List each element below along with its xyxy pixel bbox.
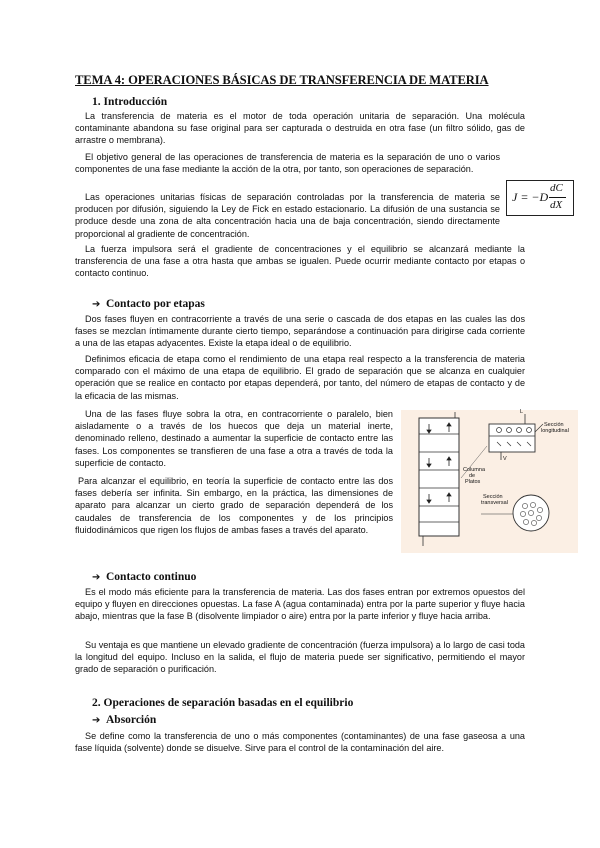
section-heading-equilibrio: 2. Operaciones de separación basadas en el equilibrio: [92, 697, 354, 709]
paragraph-etapas-4: Para alcanzar el equilibrio, en teoría la superficie de contacto entre las dos fases debería ser infinita. Sin embargo, en la práctica, las dimensiones de aparato para alcanzar un cierto grado de separación dependerá de los caudales de transferencia de los componentes y de los principios fluidodinámicos que rigen los flujos de ambas fases a través del aparato.: [75, 476, 393, 535]
paragraph-etapas-2: Definimos eficacia de etapa como el rendimiento de una etapa real respecto a la transferencia de materia comparado con el máximo de una etapa de equilibrio. El grado de separación que se alcanza en cualquier operación que se realice en contacto por etapas dependerá, por tanto, del número de etapas de contacto y de la eficacia de las mismas.: [75, 354, 525, 401]
arrow-right-icon: ➔: [92, 572, 101, 583]
figure-label-longitudinal-1: Sección: [544, 422, 564, 428]
figure-label-columna-3: Platos: [465, 479, 481, 485]
ficks-law-formula: [506, 180, 574, 216]
figure-mark-v: V: [503, 456, 507, 462]
subsection-heading-continuo: [92, 571, 196, 583]
figure-label-columna-2: de: [469, 473, 476, 479]
subsection-heading-etapas-text: Contacto por etapas: [106, 298, 205, 310]
paragraph-intro-3: Las operaciones unitarias físicas de separación controladas por la transferencia de materia se producen por difusión, siguiendo la Ley de Fick en estado estacionario. La difusión de una sustancia se produce desde una zona de alta concentración hacia una de baja concentración, siendo directamente proporcional al gradiente de concentración.: [75, 192, 500, 239]
paragraph-intro-4: La fuerza impulsora será el gradiente de concentraciones y el equilibrio se alcanzará mediante la transferencia de una fase a otra hasta que ambas se igualen. Puede ocurrir mediante contacto por etapas o contacto continuo.: [75, 244, 525, 279]
figure-label-transversal-2: transversal: [481, 500, 508, 506]
subsection-heading-etapas: [92, 298, 205, 310]
figure-label-transversal-1: Sección: [483, 494, 503, 500]
figure-label-columna-1: Columna: [463, 467, 486, 473]
section-heading-introduccion: 1. Introducción: [92, 96, 168, 108]
paragraph-absorcion-1: Se define como la transferencia de uno o más componentes (contaminantes) de una fase gaseosa a una fase líquida (solvente) donde se disuelve. Sirve para el control de la contaminación del aire.: [75, 731, 525, 754]
arrow-right-icon: ➔: [92, 299, 101, 310]
formula-numerator: dC: [550, 182, 563, 194]
arrow-right-icon: ➔: [92, 715, 101, 726]
paragraph-intro-2: El objetivo general de las operaciones de transferencia de materia es la separación de uno o varios componentes de una fase mediante la acción de la otra, por tanto, son operaciones de separación.: [75, 152, 500, 175]
subsection-heading-absorcion: [92, 714, 156, 726]
figure-label-longitudinal-2: longitudinal: [541, 428, 569, 434]
paragraph-etapas-1: Dos fases fluyen en contracorriente a través de una serie o cascada de dos etapas en las cuales las dos fases se mezclan íntimamente durante cierto tiempo, separándose a continuación para dirigirse cada corriente a una de las etapas adyacentes. Existe la etapa ideal o de equilibrio.: [75, 314, 525, 349]
document-title: TEMA 4: OPERACIONES BÁSICAS DE TRANSFERENCIA DE MATERIA: [75, 73, 489, 87]
figure-mark-l: L: [520, 409, 524, 415]
formula-fraction-bar: [549, 197, 566, 198]
formula-lhs: J = −D: [512, 190, 549, 204]
formula-denominator: dX: [550, 199, 563, 211]
paragraph-continuo-1: Es el modo más eficiente para la transferencia de materia. Las dos fases entran por extremos opuestos del equipo y fluyen en direcciones opuestas. La fase A (agua contaminada) entra por la parte superior y fluye hacia abajo, mientras que la fase B (disolvente limpiador o aire) entra por la parte inferior y fluye hacia arriba.: [75, 587, 525, 622]
paragraph-intro-1: La transferencia de materia es el motor de toda operación unitaria de separación. Una molécula contaminante abandona su fase original para ser capturada o destruida en otra fase (un filtro sólido, gas de arrastre o membrana).: [75, 111, 525, 146]
paragraph-etapas-3: Una de las fases fluye sobra la otra, en contracorriente o paralelo, bien aisladamente o a través de los huecos que deja un material inerte, denominado relleno, destinado a aumentar la superficie de contacto entre las fases. Los componentes se transfieren de una fase a otra a través de toda la superficie de contacto.: [75, 409, 393, 468]
plate-column-figure: [401, 410, 578, 553]
subsection-heading-absorcion-text: Absorción: [106, 714, 157, 726]
paragraph-continuo-2: Su ventaja es que mantiene un elevado gradiente de concentración (fuerza impulsora) a lo largo de casi toda la longitud del equipo. Incluso en la salida, el flujo de materia puede ser significativo, permitiendo el mayor grado de separación o purificación.: [75, 640, 525, 675]
subsection-heading-continuo-text: Contacto continuo: [106, 571, 197, 583]
